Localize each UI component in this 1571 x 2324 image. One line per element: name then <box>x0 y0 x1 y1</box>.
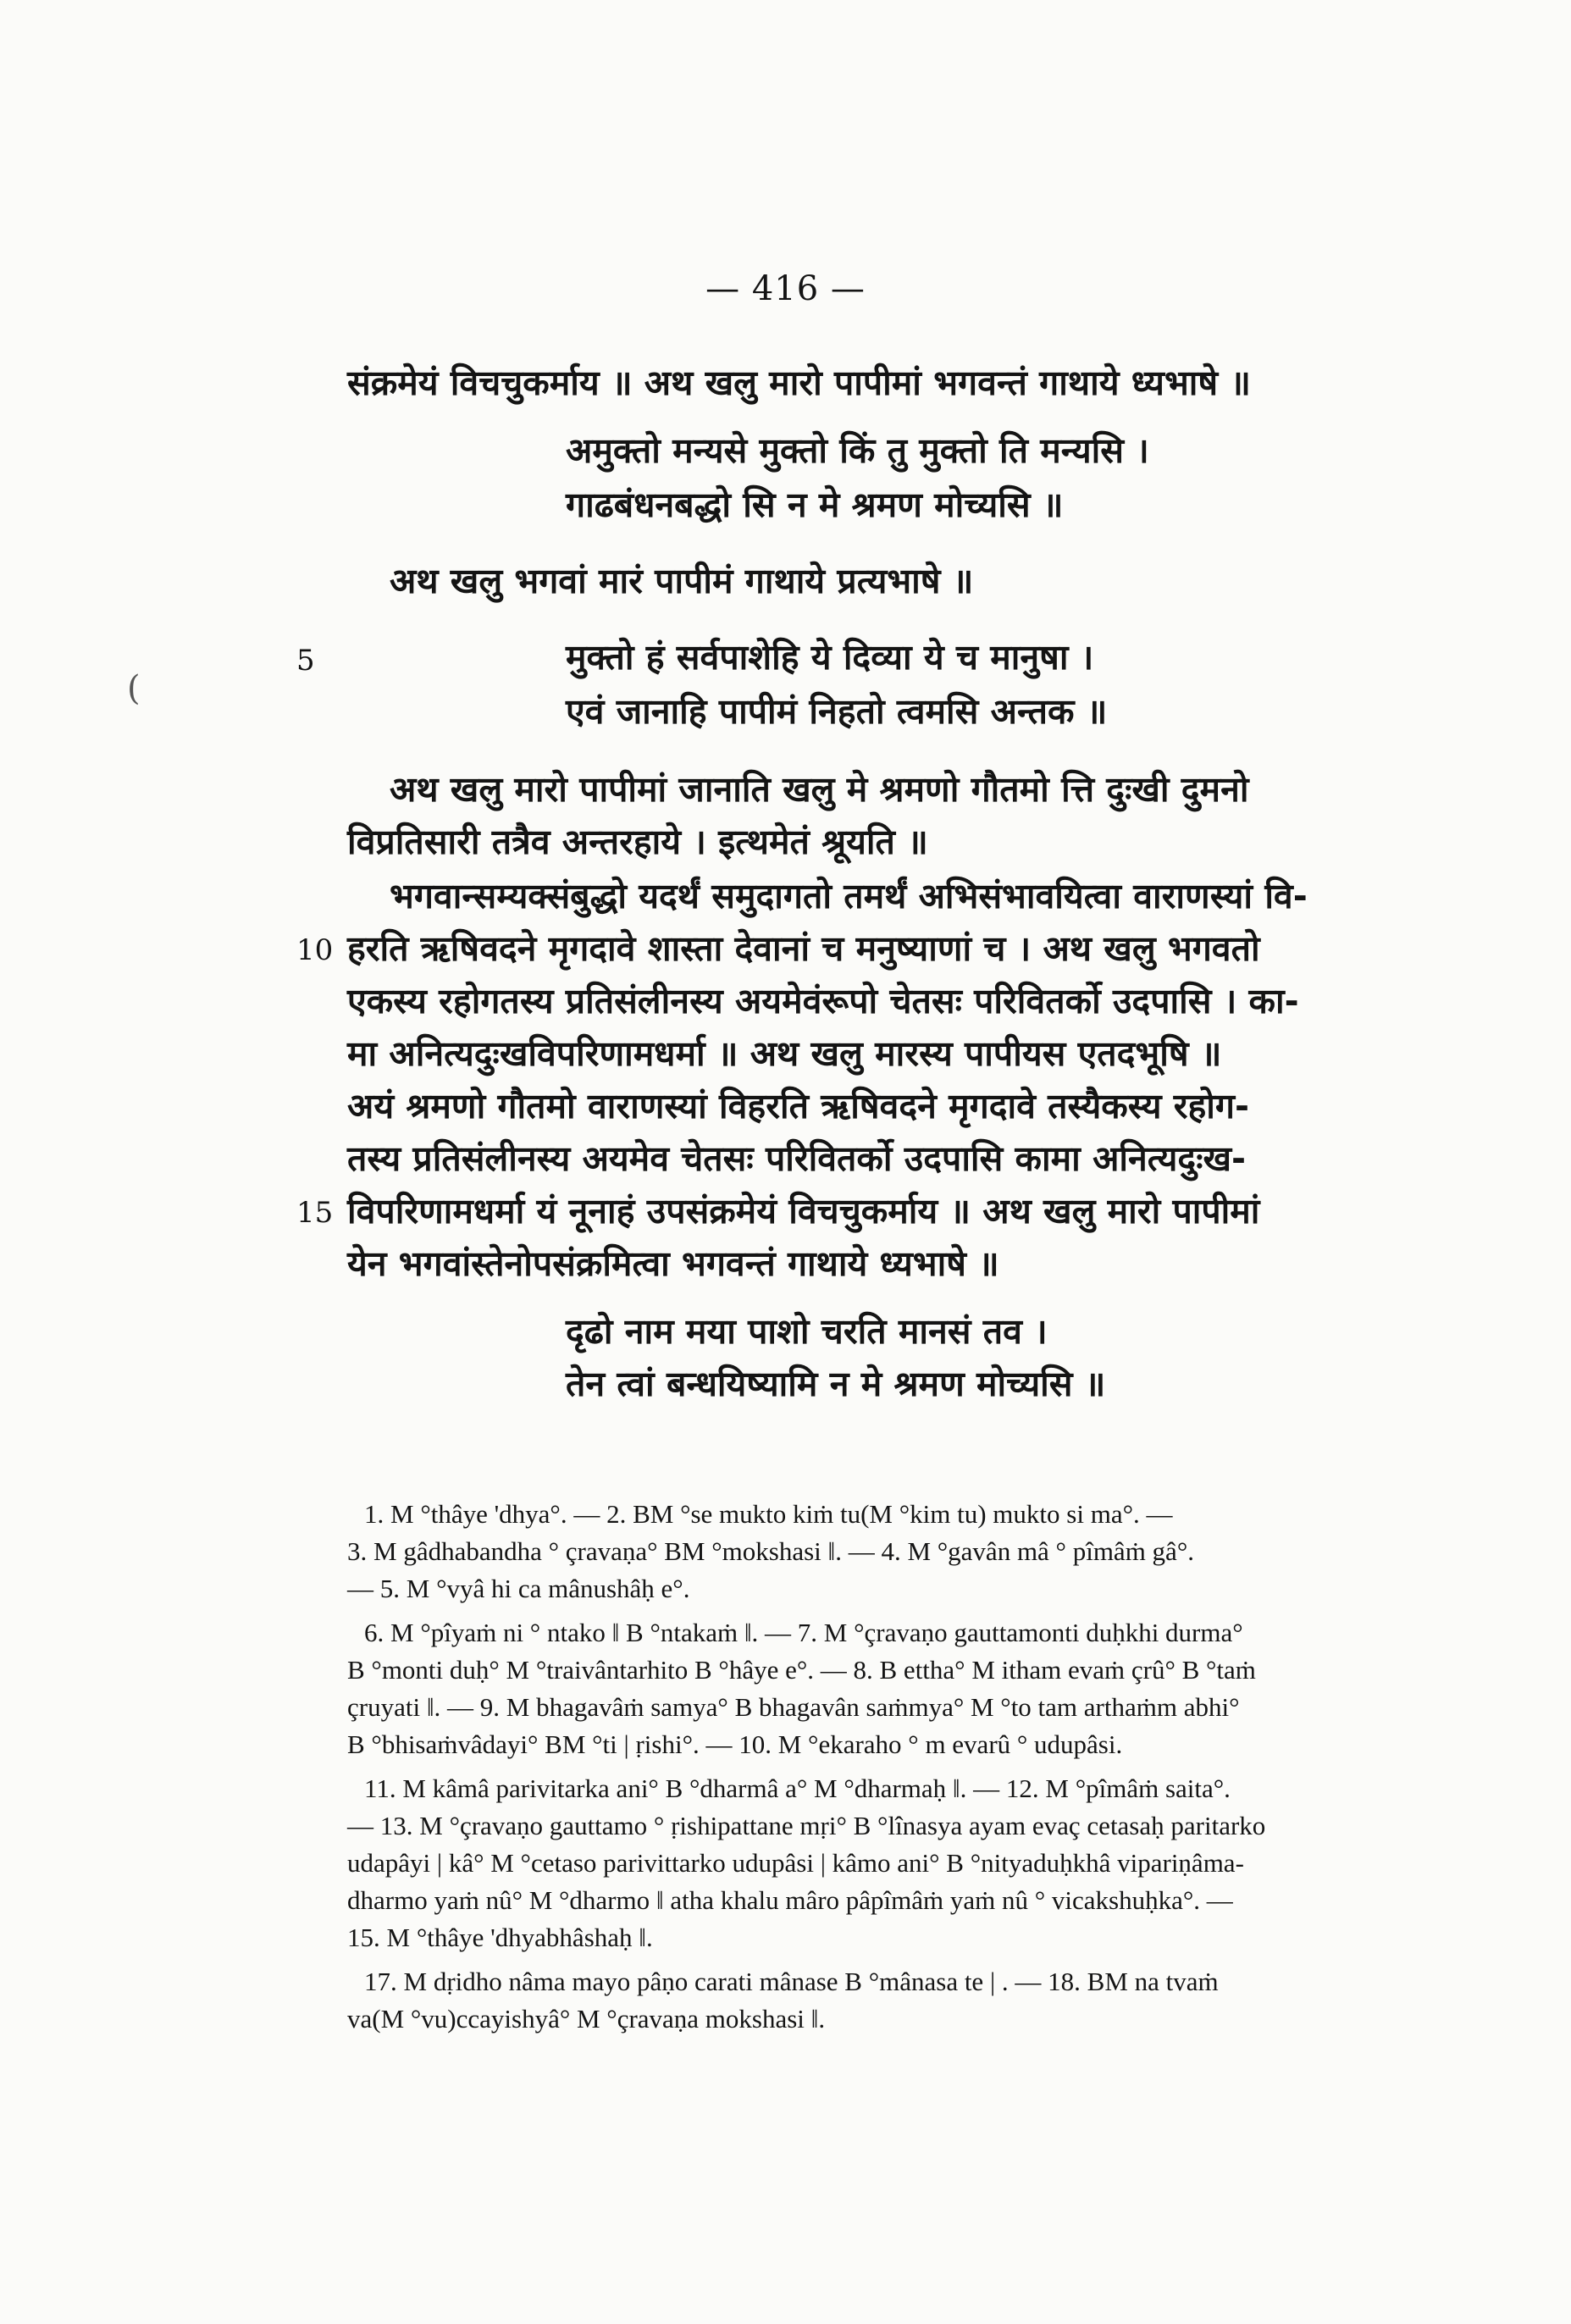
verse-line: दृढो नाम मया पाशो चरति मानसं तव । <box>566 1311 1048 1352</box>
footnote-line: va(M °vu)ccayishyâ° M °çravaṇa mokshasi ‖. <box>347 2004 826 2034</box>
footnote-line: 11. M kâmâ parivitarka ani° B °dharmâ a° M °dharmaḥ ‖. — 12. M °pîmâṁ saita°. <box>364 1773 1231 1803</box>
verse-line: अमुक्तो मन्यसे मुक्तो किं तु मुक्तो ति मन्यसि । <box>566 430 1149 471</box>
line-number: 5 <box>296 644 315 678</box>
margin-mark: ( <box>127 669 141 708</box>
prose-line: मा अनित्यदुःखविपरिणामधर्मा ॥ अथ खलु मारस्य पापीयस एतदभूषि ॥ <box>347 1033 1222 1074</box>
footnote-line: 1. M °thâye 'dhya°. — 2. BM °se mukto kiṁ tu(M °kim tu) mukto si ma°. — <box>364 1499 1173 1529</box>
footnote-line: B °bhisaṁvâdayi° BM °ti | ṛishi°. — 10. M °ekaraho ° m evarû ° udupâsi. <box>347 1729 1123 1759</box>
prose-line: अयं श्रमणो गौतमो वाराणस्यां विहरति ऋषिवदने मृगदावे तस्यैकस्य रहोग- <box>347 1086 1250 1126</box>
page-number: — 416 — <box>705 269 866 308</box>
prose-line: येन भगवांस्तेनोपसंक्रमित्वा भगवन्तं गाथाये ध्यभाषे ॥ <box>347 1243 999 1284</box>
prose-line: विप्रतिसारी तत्रैव अन्तरहाये । इत्थमेतं श्रूयति ॥ <box>347 822 928 862</box>
verse-line: मुक्तो हं सर्वपाशेहि ये दिव्या ये च मानुषा । <box>566 637 1094 678</box>
footnote-line: — 13. M °çravaṇo gauttamo ° ṛishipattane mṛi° B °lînasya ayam evaç cetasaḥ paritarko <box>347 1811 1266 1840</box>
line-number: 15 <box>296 1196 334 1230</box>
footnote-line: çruyati ‖. — 9. M bhagavâṁ samya° B bhagavân saṁmya° M °to tam arthaṁm abhi° <box>347 1692 1240 1722</box>
verse-line: तेन त्वां बन्धयिष्यामि न मे श्रमण मोच्यसि ॥ <box>566 1364 1106 1404</box>
footnote-line: 15. M °thâye 'dhyabhâshaḥ ‖. <box>347 1923 653 1952</box>
prose-line: हरति ऋषिवदने मृगदावे शास्ता देवानां च मनुष्याणां च । अथ खलु भगवतो <box>347 928 1260 969</box>
prose-line: अथ खलु भगवां मारं पापीमं गाथाये प्रत्यभाषे ॥ <box>390 561 974 601</box>
footnote-line: 17. M dṛidho nâma mayo pâṇo carati mânase B °mânasa te | . — 18. BM na tvaṁ <box>364 1967 1219 1996</box>
footnote-line: 3. M gâdhabandha ° çravaṇa° BM °mokshasi ‖. — 4. M °gavân mâ ° pîmâṁ gâ°. <box>347 1536 1194 1566</box>
footnote-line: udapâyi | kâ° M °cetaso parivittarko udupâsi | kâmo ani° B °nityaduḥkhâ vipariṇâma- <box>347 1848 1244 1878</box>
prose-line: तस्य प्रतिसंलीनस्य अयमेव चेतसः परिवितर्को उदपासि कामा अनित्यदुःख- <box>347 1138 1247 1179</box>
footnote-line: dharmo yaṁ nû° M °dharmo ‖ atha khalu mâro pâpîmâṁ yaṁ nû ° vicakshuḥka°. — <box>347 1885 1233 1915</box>
footnote-line: B °monti duḥ° M °traivântarhito B °hâye e°. — 8. B ettha° M itham evaṁ çrû° B °taṁ <box>347 1655 1256 1685</box>
line-number: 10 <box>296 933 334 967</box>
verse-line: एवं जानाहि पापीमं निहतो त्वमसि अन्तक ॥ <box>566 691 1108 732</box>
footnote-line: — 5. M °vyâ hi ca mânushâḥ e°. <box>347 1574 690 1603</box>
verse-line: गाढबंधनबद्धो सि न मे श्रमण मोच्यसि ॥ <box>566 484 1064 525</box>
prose-line: एकस्य रहोगतस्य प्रतिसंलीनस्य अयमेवंरूपो चेतसः परिवितर्को उदपासि । का- <box>347 981 1299 1021</box>
prose-line: संक्रमेयं विचचुकर्माय ॥ अथ खलु मारो पापीमां भगवन्तं गाथाये ध्यभाषे ॥ <box>347 362 1251 403</box>
prose-line: विपरिणामधर्मा यं नूनाहं उपसंक्रमेयं विचचुकर्माय ॥ अथ खलु मारो पापीमां <box>347 1191 1260 1231</box>
footnote-line: 6. M °pîyaṁ ni ° ntako ‖ B °ntakaṁ ‖. — 7. M °çravaṇo gauttamonti duḥkhi durma° <box>364 1618 1243 1647</box>
prose-line: भगवान्सम्यक्संबुद्धो यदर्थं समुदागतो तमर्थं अभिसंभावयित्वा वाराणस्यां वि- <box>390 876 1308 916</box>
prose-line: अथ खलु मारो पापीमां जानाति खलु मे श्रमणो गौतमो त्ति दुःखी दुमनो <box>390 769 1249 810</box>
